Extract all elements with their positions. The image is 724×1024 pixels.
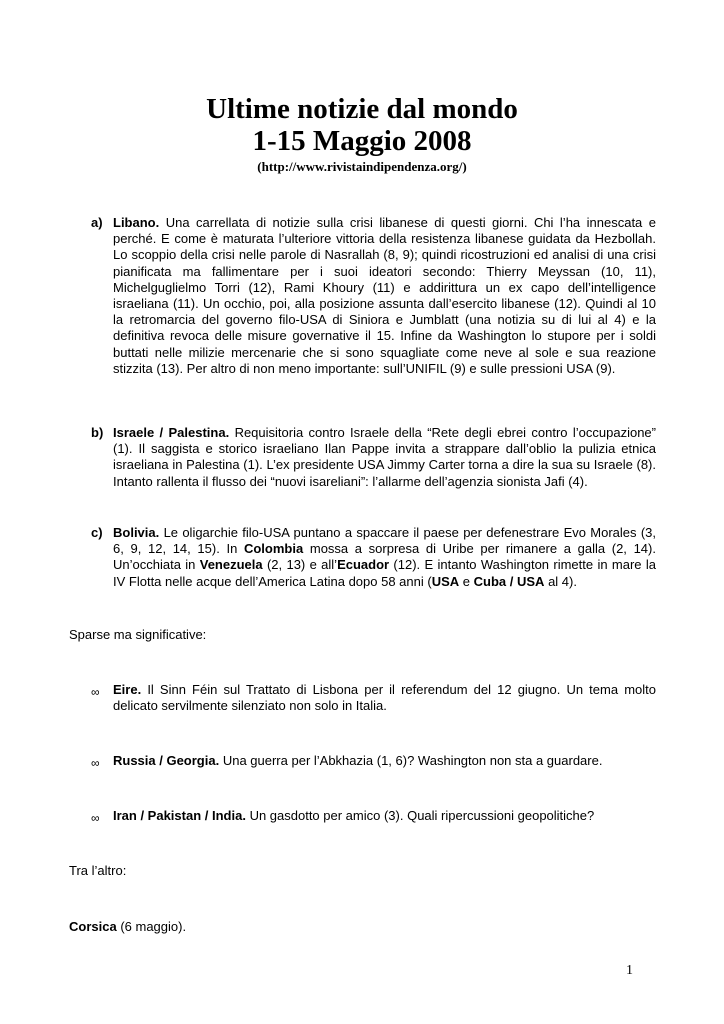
country-venezuela: Venezuela	[199, 557, 263, 573]
infinity-bullet-icon: ∞	[91, 756, 100, 770]
section-text: Le oligarchie filo-USA puntano a spaccare il paese per defenestrare Evo Morales (3, 6, 9, 12, 14, 15). In	[113, 525, 656, 557]
section-text: e	[462, 573, 471, 589]
section-bolivia	[113, 525, 656, 590]
page-number: 1	[626, 963, 633, 978]
bullet-text: Un gasdotto per amico (3). Quali ripercussioni geopolitiche?	[249, 808, 595, 823]
section-heading: Bolivia.	[113, 525, 160, 540]
country-usa: USA	[431, 573, 460, 589]
bullet-iran-pakistan-india	[113, 808, 656, 824]
section-text: mossa a sorpresa di Uribe per rimanere a galla (2, 14). Un’occhiata in	[113, 541, 656, 573]
corsica-text: (6 maggio).	[120, 919, 187, 934]
section-text: Requisitoria contro Israele della “Rete degli ebrei contro l’occupazione” (1). Il saggista e storico israeliano Ilan Pappe invita a strappare dall’oblio la pulizia etnica israeliana in Palestina (1). L’ex presidente USA Jimmy Carter torna a dire la sua su Israele (8). Intanto rallenta il flusso dei “nuovi isareliani”: l’allarme dell’agenzia sionista Jafi (4).	[113, 425, 656, 489]
country-ecuador: Ecuador	[337, 557, 390, 573]
section-marker-c: c)	[91, 525, 103, 540]
country-colombia: Colombia	[243, 541, 304, 557]
source-url: (http://www.rivistaindipendenza.org/)	[257, 159, 467, 174]
section-heading: Libano.	[113, 215, 160, 230]
bullet-heading: Russia / Georgia.	[113, 753, 220, 768]
section-text: (2, 13) e all’	[266, 557, 338, 573]
bullet-heading: Eire.	[113, 682, 142, 697]
section-text: (12). E intanto Washington rimette in mare la IV Flotta nelle acque dell’America Latina dopo 58 anni (	[113, 557, 656, 589]
section-heading: Israele / Palestina.	[113, 425, 230, 440]
document-title: Ultime notizie dal mondo	[206, 93, 518, 125]
bullet-eire	[113, 682, 656, 714]
bullet-russia-georgia	[113, 753, 656, 769]
corsica-entry	[69, 919, 186, 935]
infinity-bullet-icon: ∞	[91, 811, 100, 825]
sparse-heading: Sparse ma significative:	[69, 627, 207, 642]
section-text: al 4).	[548, 573, 577, 589]
other-heading: Tra l’altro:	[69, 863, 127, 878]
document-date-range: 1-15 Maggio 2008	[252, 125, 472, 157]
bullet-heading: Iran / Pakistan / India.	[113, 808, 246, 823]
country-cuba-usa: Cuba / USA	[473, 573, 545, 589]
section-text: Una carrellata di notizie sulla crisi libanese di questi giorni. Chi l’ha innescata e perché. E come è maturata l’ulteriore vittoria della resistenza libanese guidata da Hezbollah. Lo scoppio della crisi nelle parole di Nasrallah (8, 9); quindi ricostruzioni ed analisi di una crisi pianificata ma fallimentare per i suoi ideatori secondo: Thierry Meyssan (10, 11), Michelguglielmo Torri (12), Rami Khoury (11) e addirittura un ex capo dell’intelligence israeliana (11). Un occhio, poi, alla posizione assunta dall’esercito libanese (12). Quindi al 10 la retromarcia del governo filo-USA di Siniora e Jumblatt (una notizia su di lui al 4) e la definitiva revoca delle misure governative il 15. Infine da Washington lo stupore per i soldi buttati nelle milizie mercenarie che si sono squagliate come neve al sole e sua reazione stizzita (13). Per altro di non meno importante: sull’UNIFIL (9) e sulle pressioni USA (9).	[113, 215, 656, 376]
bullet-text: Una guerra per l’Abkhazia (1, 6)? Washington non sta a guardare.	[222, 753, 603, 768]
section-marker-b: b)	[91, 425, 104, 440]
bullet-text: Il Sinn Féin sul Trattato di Lisbona per il referendum del 12 giugno. Un tema molto delicato servilmente silenziato non solo in Italia.	[113, 682, 656, 714]
section-libano	[113, 215, 656, 377]
section-marker-a: a)	[91, 215, 103, 230]
section-israele-palestina	[113, 425, 656, 490]
corsica-heading: Corsica	[69, 919, 117, 934]
infinity-bullet-icon: ∞	[91, 685, 100, 699]
